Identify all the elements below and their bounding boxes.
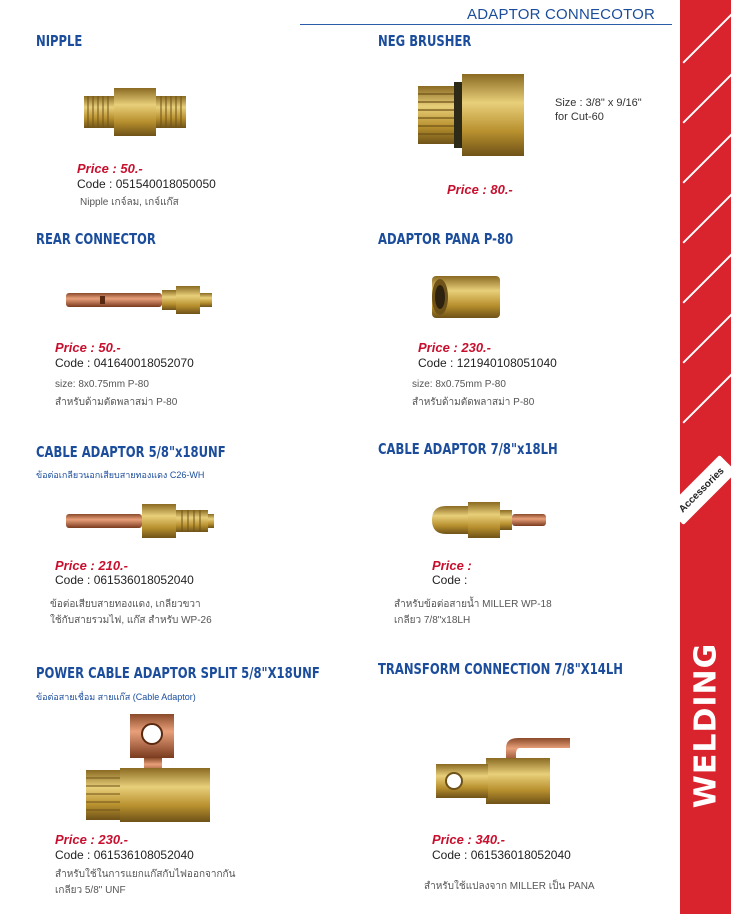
product-subtitle: ข้อต่อเกลียวนอกเสียบสายทองแดง C26-WH <box>36 470 205 480</box>
cable-adaptor-518-image <box>64 502 216 540</box>
product-note: สำหรับใช้ในการแยกแก๊สกับไฟออกจากกัน <box>55 869 236 880</box>
product-title: REAR CONNECTOR <box>36 230 156 248</box>
product-note: สำหรับด้ามตัดพลาสม่า P-80 <box>55 397 178 408</box>
product-size-note: for Cut-60 <box>555 111 604 123</box>
product-price: Price : 230.- <box>55 832 128 847</box>
product-price: Price : 340.- <box>432 832 505 847</box>
product-code: Code : <box>432 573 468 587</box>
product-note: ใช้กับสายรวมไฟ, แก๊ส สำหรับ WP-26 <box>50 615 212 626</box>
product-price: Price : 80.- <box>447 182 513 197</box>
product-subtitle: ข้อต่อสายเชื่อม สายแก๊ส (Cable Adaptor) <box>36 692 196 702</box>
product-title: ADAPTOR PANA P-80 <box>378 230 514 248</box>
product-title: CABLE ADAPTOR 5/8"x18UNF <box>36 443 226 461</box>
product-code: Code : 051540018050050 <box>77 177 216 191</box>
nipple-image <box>82 84 190 140</box>
rear-connector-image <box>64 284 214 316</box>
power-cable-adaptor-image <box>82 712 214 824</box>
product-note: size: 8x0.75mm P-80 <box>55 379 149 390</box>
product-code: Code : 121940108051040 <box>418 356 557 370</box>
welding-label: WELDING <box>688 642 724 808</box>
cable-adaptor-78-image <box>426 498 550 542</box>
transform-connection-image <box>434 734 574 806</box>
page-header-title: ADAPTOR CONNECOTOR <box>467 6 656 23</box>
product-note: size: 8x0.75mm P-80 <box>412 379 506 390</box>
product-code: Code : 061536018052040 <box>55 573 194 587</box>
adaptor-pana-image <box>428 272 504 322</box>
product-size: Size : 3/8" x 9/16" <box>555 97 642 109</box>
product-price: Price : <box>432 558 472 573</box>
product-note: Nipple เกจ์ลม, เกจ์แก๊ส <box>80 197 179 208</box>
product-price: Price : 210.- <box>55 558 128 573</box>
product-title: TRANSFORM CONNECTION 7/8"X14LH <box>378 660 623 678</box>
product-note: สำหรับด้ามตัดพลาสม่า P-80 <box>412 397 535 408</box>
product-price: Price : 50.- <box>77 161 143 176</box>
product-code: Code : 061536108052040 <box>55 848 194 862</box>
product-title: CABLE ADAPTOR 7/8"x18LH <box>378 440 558 458</box>
header-divider <box>300 24 672 25</box>
product-note: สำหรับข้อต่อสายน้ำ MILLER WP-18 <box>394 599 552 610</box>
product-note: ข้อต่อเสียบสายทองแดง, เกลียวขวา <box>50 599 201 610</box>
product-price: Price : 50.- <box>55 340 121 355</box>
product-title: POWER CABLE ADAPTOR SPLIT 5/8"X18UNF <box>36 664 320 682</box>
accessories-tab: Accessories <box>666 455 731 525</box>
product-code: Code : 061536018052040 <box>432 848 571 862</box>
neg-brusher-image <box>416 72 528 158</box>
product-code: Code : 041640018052070 <box>55 356 194 370</box>
product-note: สำหรับใช้แปลงจาก MILLER เป็น PANA <box>424 881 595 892</box>
product-note: เกลียว 7/8"x18LH <box>394 615 471 626</box>
product-note: เกลียว 5/8" UNF <box>55 885 126 896</box>
product-price: Price : 230.- <box>418 340 491 355</box>
product-title: NEG BRUSHER <box>378 32 472 50</box>
product-title: NIPPLE <box>36 32 83 50</box>
